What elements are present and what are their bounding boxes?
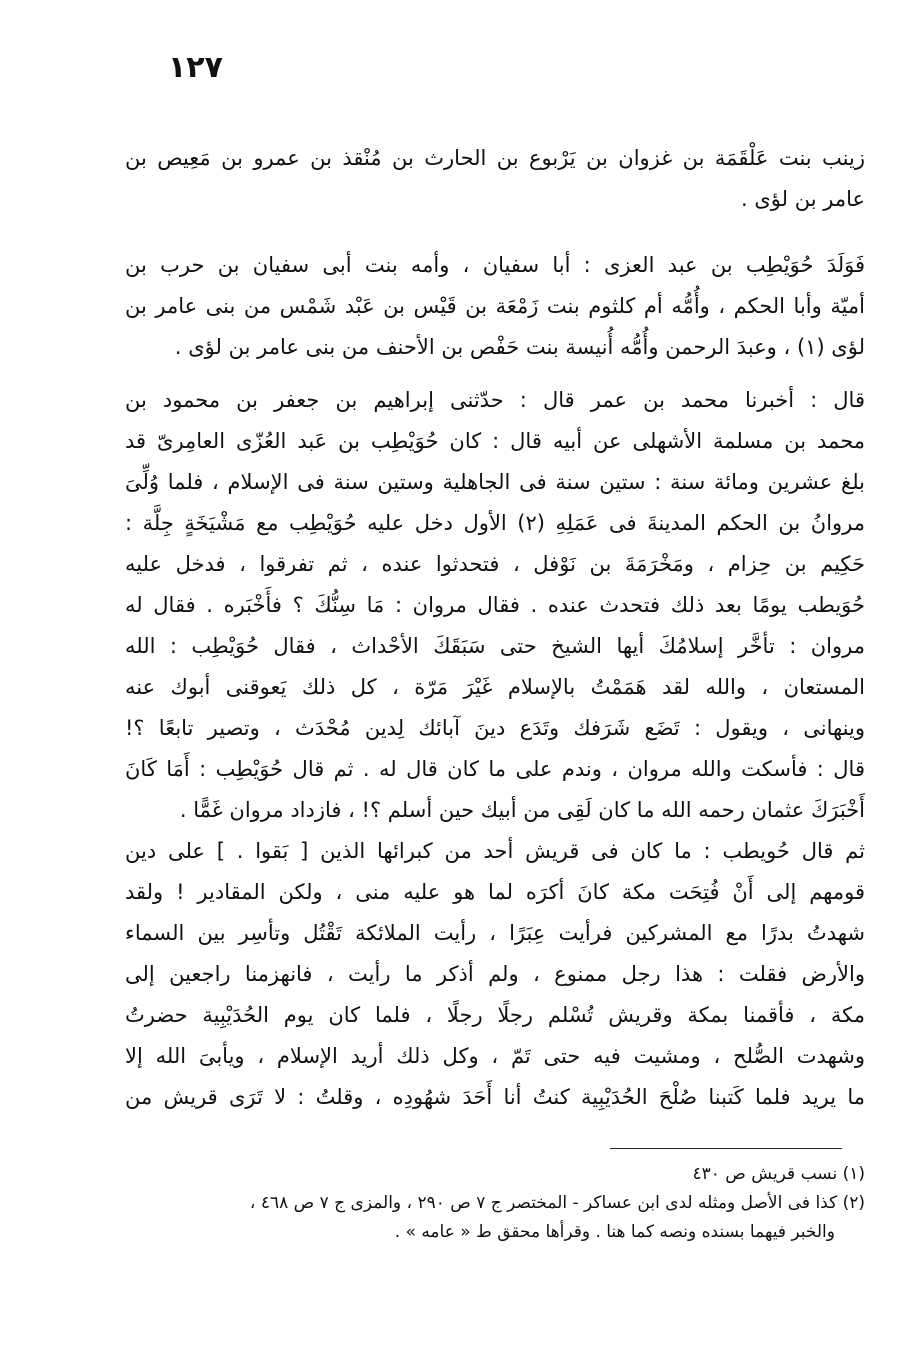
paragraph-1 — [125, 138, 865, 220]
text-line: وشهدت الصُّلح ، ومشيت فيه حتى تَمّ ، وكل ذلك أريد الإسلام ، ويأبىَ الله إلا — [125, 1044, 865, 1068]
text-line: زينب بنت عَلْقَمَة بن غزوان بن يَرْبوع بن الحارث بن مُنْقذ بن عمرو بن مَعِيص بن — [125, 146, 865, 170]
text-line: قال : أخبرنا محمد بن عمر قال : حدّثنى إبراهيم بن جعفر بن محمود بن — [125, 388, 865, 412]
text-line: قومهم إلى أَنْ فُتِحَت مكة كانَ أكرَه لما هو عليه منى ، ولكن المقادير ! ولقد — [125, 880, 865, 904]
text-line: والأرض فقلت : هذا رجل ممنوع ، ولم أذكر ما رأيت ، فانهزمنا راجعين إلى — [125, 962, 865, 986]
text-line: ما يريد فلما كَتبنا صُلْحَ الحُدَيْبِية كنتُ أنا أَحَدَ شهُودِه ، وقلتُ : لا تَرَى قريش من — [125, 1085, 865, 1109]
footnote-1: (١) نسب قريش ص ٤٣٠ — [692, 1164, 865, 1184]
text-line: عامر بن لؤى . — [741, 187, 865, 211]
text-line: حُوَيطب يومًا بعد ذلك فتحدث عنده . فقال مروان : مَا سِنُّكَ ؟ فأَخْبَره . فقال له — [125, 593, 865, 617]
footnotes — [125, 1160, 865, 1247]
text-line: لؤى (١) ، وعبدَ الرحمن وأُمُّه أُنيسة بنت حَفْص بن الأحنف من بنى عامر بن لؤى . — [174, 335, 865, 359]
text-line: أَخْبَرَكَ عثمان رحمه الله ما كان لَقِى من أبيك حين أسلم ؟! ، فازداد مروان غَمًّا . — [179, 798, 865, 822]
paragraph-3 — [125, 380, 865, 1118]
text-line: أميّة وأبا الحكم ، وأُمُّه أم كلثوم بنت زَمْعَة بن قَيْس بن عَبْد شَمْس من بنى عامر بن — [125, 294, 865, 318]
footnote-divider — [610, 1148, 842, 1149]
footnote-2-continued: والخبر فيهما بسنده ونصه كما هنا . وقرأها محقق ط « عامه » . — [394, 1222, 835, 1242]
page-number: ١٢٧ — [168, 50, 223, 85]
text-line: محمد بن مسلمة الأشهلى عن أبيه قال : كان حُوَيْطِب بن عَبد العُزّى العامِرىّ قد — [125, 429, 865, 453]
text-line: مروانُ بن الحكم المدينةَ فى عَمَلِهِ (٢) الأول دخل عليه حُوَيْطِب مع مَشْيَخَةٍ جِلَّة : — [125, 511, 866, 535]
paragraph-2 — [125, 245, 865, 368]
text-line: فَوَلَدَ حُوَيْطِب بن عبد العزى : أبا سفيان ، وأمه بنت أبى سفيان بن حرب بن — [125, 253, 865, 277]
text-line: مروان : تأخَّر إسلامُكَ أيها الشيخ حتى سَبَقَكَ الأحْداث ، فقال حُوَيْطِب : الله — [125, 634, 865, 658]
text-line: بلغ عشرين ومائة سنة : ستين سنة فى الجاهلية وستين سنة فى الإسلام ، فلما وُلِّىَ — [125, 470, 865, 494]
text-line: شهدتُ بدرًا مع المشركين فرأيت عِبَرًا ، رأيت الملائكة تَقْتُل وتأسِر بين السماء — [125, 921, 865, 945]
text-line: حَكِيم بن حِزام ، ومَخْرَمَةَ بن نَوْفل ، فتحدثوا عنده ، ثم تفرقوا ، فدخل عليه — [125, 552, 865, 576]
text-line: المستعان ، والله لقد هَمَمْتُ بالإسلام غَيْرَ مَرّة ، كل ذلك يَعوقنى أبوك عنه — [125, 675, 865, 699]
text-line: ثم قال حُويطب : ما كان فى قريش أحد من كبرائها الذين [ بَقوا . ] على دين — [125, 839, 865, 863]
text-line: وينهانى ، ويقول : تَضَع شَرَفك وتَدَع دينَ آبائك لِدين مُحْدَث ، وتصير تابعًا ؟! — [125, 716, 865, 740]
footnote-2: (٢) كذا فى الأصل ومثله لدى ابن عساكر - المختصر ج ٧ ص ٢٩٠ ، والمزى ج ٧ ص ٤٦٨ ، — [249, 1193, 865, 1213]
text-line: مكة ، فأقمنا بمكة وقريش تُسْلم رجلًا رجلًا ، فلما كان يوم الحُدَيْبِية حضرتُ — [125, 1003, 865, 1027]
text-line: قال : فأسكت والله مروان ، وندم على ما كان قال له . ثم قال حُوَيْطِب : أَمَا كَانَ — [125, 757, 865, 781]
